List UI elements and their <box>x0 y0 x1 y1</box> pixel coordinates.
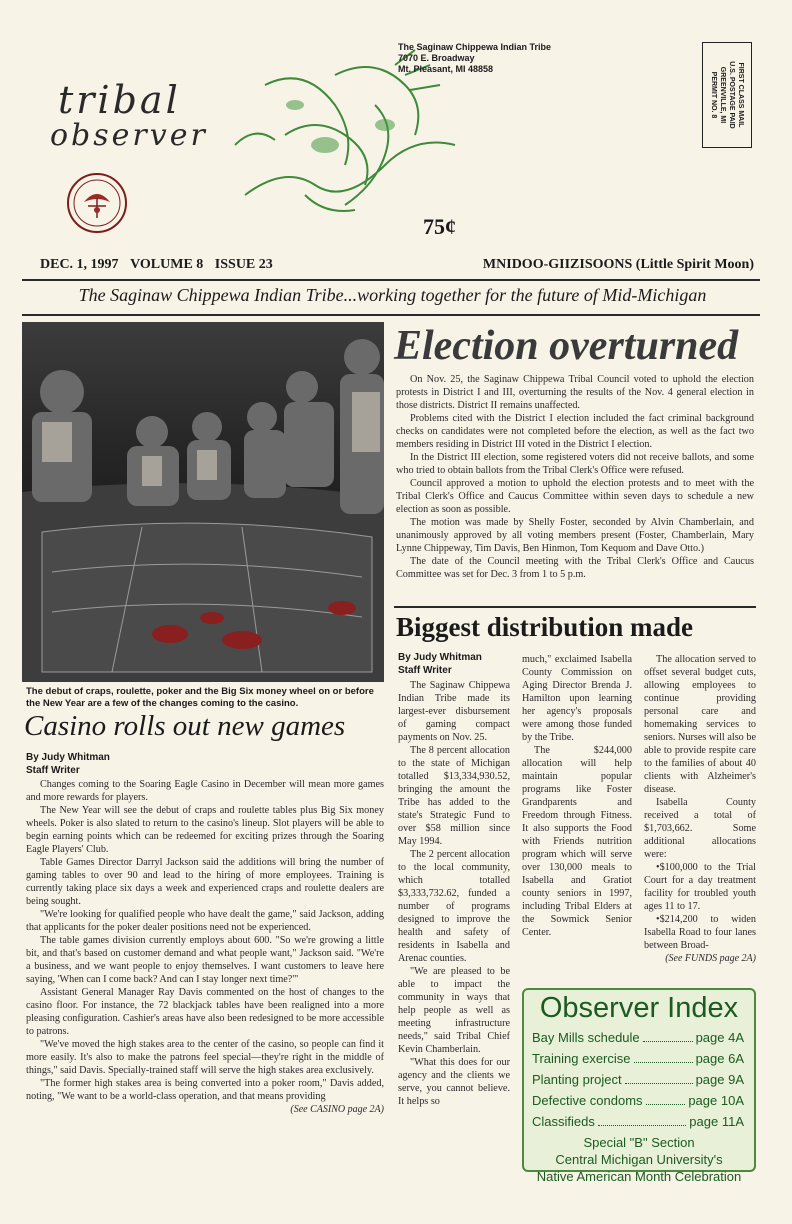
index-item-page: page 4A <box>695 1030 744 1045</box>
special-line3: Native American Month Celebration <box>536 1169 742 1184</box>
index-item-page: page 11A <box>689 1114 744 1129</box>
volume-number: VOLUME 8 <box>130 257 204 272</box>
distribution-paragraph: "We are pleased to be able to impact the community in ways that help people as well as meeting infrastructure needs," said Tribal Chief Kevin Chamberlain. <box>398 966 510 1055</box>
postage-stamp <box>702 42 752 148</box>
casino-jump-link[interactable]: (See CASINO page 2A) <box>290 1104 384 1115</box>
election-headline: Election overturned <box>394 323 739 369</box>
index-item[interactable] <box>532 1048 744 1069</box>
top-rule <box>22 279 760 281</box>
election-paragraph: The date of the Council meeting with the Tribal Clerk's Office and Caucus Committee was set for Dec. 3 from 1 to 5 p.m. <box>396 556 754 580</box>
distribution-paragraph: "What this does for our agency and the clients we serve, you cannot believe. It helps so <box>398 1057 510 1107</box>
distribution-paragraph: The allocation served to offset several budget cuts, allowing employees to continue providing personal care and homemaking services to seniors. Nurses will also be able to provide respite care to the families of about 40 clients with Alzheimer's disease. <box>644 654 756 795</box>
distribution-paragraph: •$100,000 to the Trial Court for a day treatment facility for troubled youth ages 11 to 17. <box>644 862 756 912</box>
tagline-rule <box>22 314 760 316</box>
distribution-paragraph: The Saginaw Chippewa Indian Tribe made its largest-ever disbursement of gaming compact payments on Nov. 25. <box>398 680 510 743</box>
index-item[interactable] <box>532 1069 744 1090</box>
index-item-label: Training exercise <box>532 1051 631 1066</box>
casino-headline: Casino rolls out new games <box>24 710 346 742</box>
casino-paragraph: The New Year will see the debut of craps and roulette tables plus Big Six money wheels. Poker is also slated to return to the casino's lineup. Slot players will be able to begin earning points which can be redeemed for exciting prizes through the Soaring Eagle Players' Club. <box>26 805 384 855</box>
distribution-paragraph: The $244,000 allocation will help maintain popular programs like Foster Grandparents and Freedom through Fitness. It also supports the Food with Friends nutrition program which will serve over 130,000 meals to Isabella and Gratiot county seniors in 1997, including Tribal Elders at the Sowmick Senior Center. <box>522 745 632 938</box>
distribution-jump-link[interactable]: (See FUNDS page 2A) <box>665 953 756 964</box>
tagline: The Saginaw Chippewa Indian Tribe...working together for the future of Mid-Michigan <box>78 285 707 305</box>
address-line1: The Saginaw Chippewa Indian Tribe <box>398 42 552 52</box>
mailing-address <box>398 42 551 75</box>
casino-article-body <box>26 778 384 1116</box>
distribution-byline-name: By Judy Whitman <box>398 652 482 663</box>
masthead-logo-line2: observer <box>50 118 208 153</box>
index-item[interactable] <box>532 1090 744 1111</box>
election-rule <box>394 606 756 608</box>
distribution-headline: Biggest distribution made <box>396 612 694 642</box>
index-item[interactable] <box>532 1027 744 1048</box>
index-title: Observer Index <box>539 992 739 1024</box>
election-paragraph: On Nov. 25, the Saginaw Chippewa Tribal Council voted to uphold the election protests in District I and III, overturning the results of the Nov. 4 general election in those districts. District II remains unaffected. <box>396 374 754 411</box>
distribution-paragraph: The 8 percent allocation to the state of Michigan totalled $13,334,930.52, bringing the amount the Tribe has added to the state's Strategic Fund to over $58 million since May 1994. <box>398 745 510 847</box>
casino-paragraph: Table Games Director Darryl Jackson said the additions will bring the number of gaming tables to over 90 and lead to the hiring of more employees. Training is currently taking place six days a week and experienced craps and roulette dealers are being sought. <box>26 857 384 907</box>
casino-paragraph: "We've moved the high stakes area to the center of the casino, so people can find it more easily. It's also to make the patrons feel special—they're right in the middle of things," said Davis. Specially-trained staff will serve the high stakes area exclusively. <box>26 1039 384 1076</box>
casino-byline-title: Staff Writer <box>26 765 80 776</box>
index-item[interactable] <box>532 1111 744 1132</box>
distribution-col3 <box>644 653 756 965</box>
address-line2: 7070 E. Broadway <box>398 53 475 63</box>
issue-number: ISSUE 23 <box>214 257 273 272</box>
price: 75¢ <box>423 214 456 239</box>
election-paragraph: Council approved a motion to uphold the election protests and to meet with the Tribal Clerk's Office and Caucus Committee within seven days to schedule a new election as soon as possible. <box>396 478 754 515</box>
index-item-label: Defective condoms <box>532 1093 643 1108</box>
index-item-page: page 6A <box>695 1051 744 1066</box>
distribution-col2 <box>522 653 632 939</box>
photo-caption: The debut of craps, roulette, poker and the Big Six money wheel on or before the New Year are a few of the changes coming to the casino. <box>26 686 374 709</box>
issue-date: DEC. 1, 1997 <box>40 257 119 272</box>
election-paragraph: In the District III election, some registered voters did not receive ballots, and some who tried to obtain ballots from the Tribal Clerk's Office were refused. <box>396 452 754 476</box>
index-item-label: Bay Mills schedule <box>532 1030 640 1045</box>
election-article-body <box>396 373 754 581</box>
casino-photo <box>22 322 384 682</box>
observer-index-box <box>522 988 756 1184</box>
casino-paragraph: Assistant General Manager Ray Davis commented on the host of changes to the casino floor. For instance, the 72 blackjack tables have been realigned into a more pleasing configuration. Cashier's areas have also been redesigned to be more accessible to patrons. <box>26 987 384 1037</box>
distribution-col1-text <box>398 679 510 1108</box>
election-paragraph: The motion was made by Shelly Foster, seconded by Alvin Chamberlain, and unanimously approved by all voting members present (Foster, Chamberlain, Mary Lynne Chippeway, Tim Davis, Ben Hinmon, Tom Kequom and Dave Otto.) <box>396 517 754 554</box>
index-item-page: page 9A <box>695 1072 744 1087</box>
special-section-note <box>524 1134 754 1185</box>
index-item-page: page 10A <box>688 1093 744 1108</box>
casino-byline-name: By Judy Whitman <box>26 752 110 763</box>
masthead-logo-line1: tribal <box>58 78 181 122</box>
dateline <box>40 257 760 273</box>
distribution-byline-title: Staff Writer <box>398 665 452 676</box>
craps-table-illustration <box>22 322 384 682</box>
address-line3: Mt. Pleasant, MI 48858 <box>398 64 494 74</box>
election-paragraph: Problems cited with the District I election included the fact criminal background checks on candidates were not completed before the election, as well as the fact two members residing in District III voted in the District I election. <box>396 413 754 450</box>
distribution-paragraph: The 2 percent allocation to the local community, which totalled $3,333,732.62, funded a number of programs designed to improve the health and safety of residents in Isabella and Arenac counties. <box>398 849 510 964</box>
tribal-seal-icon <box>66 172 128 234</box>
distribution-paragraph: Isabella County received a total of $1,703,662. Some additional allocations were: <box>644 797 756 860</box>
casino-paragraph: Changes coming to the Soaring Eagle Casino in December will mean more games and more rewards for players. <box>26 779 384 803</box>
special-line1: Special "B" Section <box>583 1135 695 1150</box>
postage-text: FIRST CLASS MAIL U.S. POSTAGE PAID GREENVILLE, MI PERMIT NO. 8 <box>710 61 744 129</box>
moon-name: MNIDOO-GIIZISOONS (Little Spirit Moon) <box>482 257 754 272</box>
index-item-label: Planting project <box>532 1072 622 1087</box>
casino-paragraph: The table games division currently employs about 600. "So we're growing a little bit, and that's based on customer demand and what people want," Jackson said. "We're a business, and we want people to enjoy themselves. I want customers to leave here saying, 'When can I come back? And can I stay longer next time?'" <box>26 935 384 985</box>
distribution-paragraph: much," exclaimed Isabella County Commission on Aging Director Brenda J. Hamilton upon learning her agency's proposals were among those funded by the Tribe. <box>522 654 632 743</box>
casino-byline <box>26 751 110 777</box>
casino-paragraph: "The former high stakes area is being converted into a poker room," Davis added, noting, "We want to be a world-class operation, and that means providing <box>26 1078 384 1102</box>
casino-paragraph: "We're looking for qualified people who have dealt the game," said Jackson, adding that applicants for the poker dealer positions need not be experienced. <box>26 909 384 933</box>
distribution-paragraph: •$214,200 to widen Isabella Road to four lanes between Broad- <box>644 914 756 951</box>
distribution-col1 <box>398 651 510 1108</box>
index-item-label: Classifieds <box>532 1114 595 1129</box>
special-line2: Central Michigan University's <box>555 1152 723 1167</box>
